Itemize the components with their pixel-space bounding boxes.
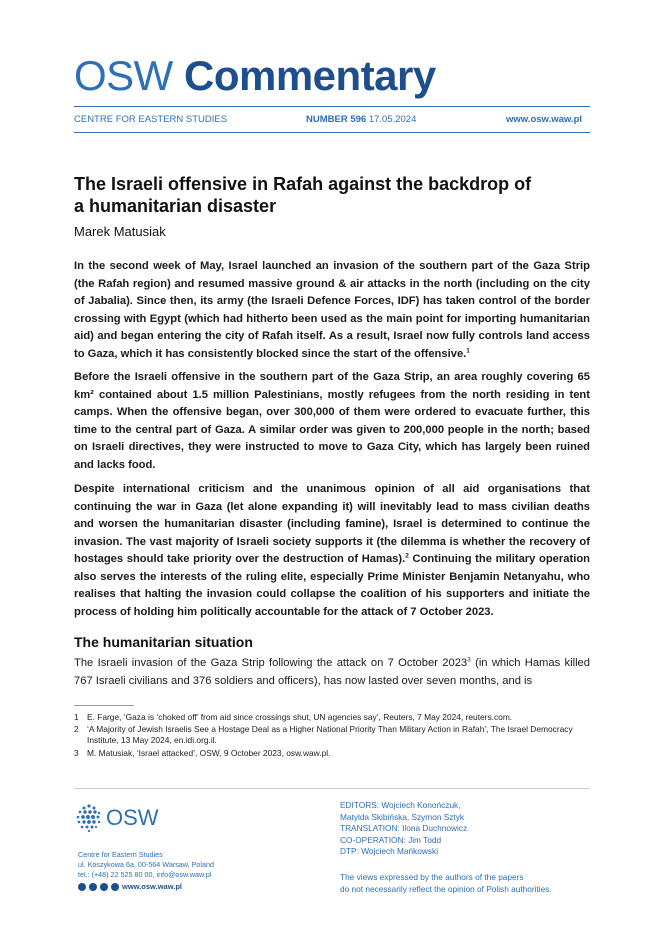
editorial-credits: EDITORS: Wojciech Konończuk, Matylda Skibińska, Szymon Sztyk TRANSLATION: Ilona Duchnowicz CO-OPERATION: Jim Todd DTP: Wojciech Mańkowski: [340, 800, 468, 857]
footnote-ref-2[interactable]: 2: [405, 552, 409, 560]
org-name: CENTRE FOR EASTERN STUDIES: [74, 114, 228, 125]
section-heading: The humanitarian situation: [74, 634, 253, 650]
header-divider-bottom: [74, 132, 590, 133]
footnote-divider: [74, 705, 134, 706]
issue-date: 17.05.2024: [368, 114, 417, 125]
paragraph-2: Before the Israeli offensive in the southern part of the Gaza Strip, an area roughly covering 65 km² contained about 1.5 million Palestinians, mostly refugees from the north residing in tent camps. When the offensive began, over 300,000 of them were ordered to evacuate further, this time to the central part of Gaza. A similar order was given to 200,000 people in the north; based on Israeli directives, they were instructed to move to Gaza City, which has largely been ruined and lacks food.: [74, 371, 590, 471]
footnote-ref-1[interactable]: 1: [466, 346, 470, 354]
footnote-3: 3 M. Matusiak, ‘Israel attacked’, OSW, 9 October 2023, osw.waw.pl.: [74, 748, 331, 758]
footnote-ref-3[interactable]: 3: [467, 656, 471, 664]
logo-commentary: Commentary: [184, 52, 436, 99]
footnote-1: 1 E. Farge, ‘Gaza is ‘choked off’ from aid since crossings shut, UN agencies say’, Reuters, 7 May 2024, reuters.com.: [74, 712, 513, 722]
disclaimer: The views expressed by the authors of the papers do not necessarily reflect the opinion of Polish authorities.: [340, 872, 552, 894]
footer-website-link[interactable]: www.osw.waw.pl: [122, 882, 183, 891]
paragraph-3: Despite international criticism and the unanimous opinion of all aid organisations that continuing the war in Gaza (let alone expanding it) will inevitably lead to mass civilian deaths and worsen the humanitarian disaster (including famine), Israel is determined to continue the invasion. The vast majority of Israeli society supports it (the dilemma is whether the recovery of hostages should take priority over the destruction of Hamas).$^2$ Continuing the military operation also serves the interests of the ruling elite, especially Prime Minister Benjamin Netanyahu, who realises that halting the invasion could collapse the coalition of his supporters and initiate the process of holding him politically accountable for the attack of 7 October 2023.: [74, 483, 590, 618]
paragraph-1: In the second week of May, Israel launched an invasion of the southern part of the Gaza Strip (the Rafah region) and resumed massive ground & air attacks in the north (including on the city of Jabalia). Since then, its army (the Israeli Defence Forces, IDF) has taken control of the border crossing with Egypt (which had hitherto been used as the main point for importing humanitarian aid) and began entering the city of Rafah itself. As a result, Israel now fully controls land access to Gaza, which it has consistently blocked since the start of the offensive.$^1$: [74, 260, 590, 360]
twitter-icon[interactable]: [89, 883, 97, 891]
issue-number: NUMBER 596: [306, 114, 367, 125]
footer-divider: [74, 788, 590, 789]
footnote-2: 2 ‘A Majority of Jewish Israelis See a Hostage Deal as a Higher National Priority Than Military Action in Rafah’, The Israel Democracy Institute, 13 May 2024, en.idi.org.il.: [74, 724, 573, 745]
social-links: [78, 882, 182, 892]
osw-globe-icon: [74, 803, 104, 833]
website-link[interactable]: www.osw.waw.pl: [506, 114, 583, 125]
article-author: Marek Matusiak: [74, 224, 166, 239]
footer-osw-logo: OSW: [106, 805, 159, 830]
web-icon[interactable]: [111, 883, 119, 891]
section-paragraph: The Israeli invasion of the Gaza Strip following the attack on 7 October 2023$^3$ (in which Hamas killed 767 Israeli civilians and 376 soldiers and officers), has now lasted over seven months, and is: [74, 656, 590, 687]
article-title: The Israeli offensive in Rafah against the backdrop of a humanitarian disaster: [74, 174, 532, 216]
logo-osw: OSW: [74, 52, 184, 99]
issue-info: [306, 114, 416, 126]
osw-commentary-logo: [74, 52, 436, 100]
header-divider-top: [74, 106, 590, 107]
youtube-icon[interactable]: [100, 883, 108, 891]
facebook-icon[interactable]: [78, 883, 86, 891]
footer-address: Centre for Eastern Studies ul. Koszykowa 6a, 00-564 Warsaw, Poland tel.: (+48) 22 525 80 00, info@osw.waw.pl: [78, 850, 214, 879]
